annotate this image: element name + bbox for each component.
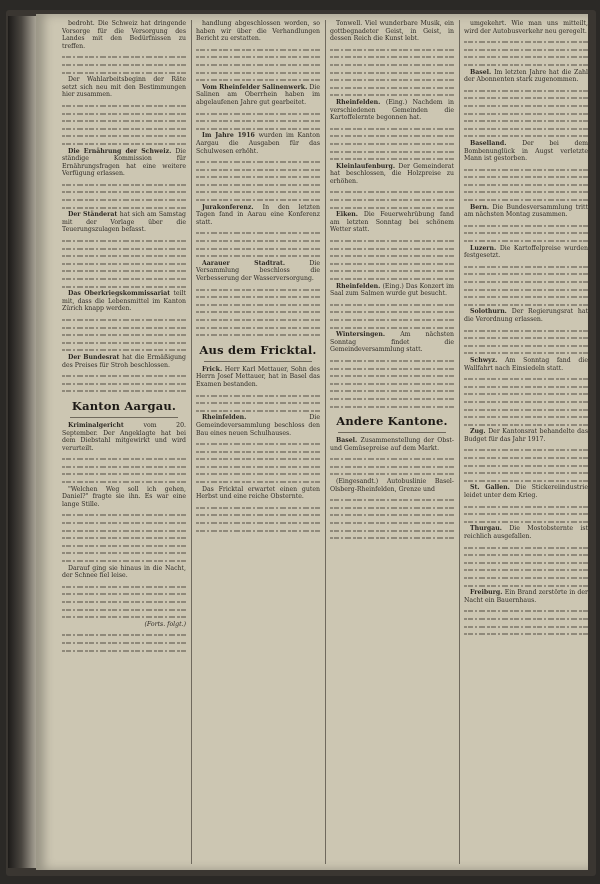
text-line xyxy=(330,365,454,373)
article-paragraph xyxy=(196,486,320,501)
article-text: Die Gemeindeversammlung beschloss den Bau eines neuen Schulhauses. xyxy=(196,414,320,437)
book-spine xyxy=(8,16,38,868)
text-line xyxy=(330,252,454,260)
article-text: Die Stickereiindustrie leidet unter dem Krieg. xyxy=(464,484,588,500)
article-text: (Eing.) Nachdem in verschiedenen Gemeinden die Kartoffelernte begonnen hat. xyxy=(330,98,454,122)
article-text: Die Feuerwehrübung fand am letzten Sonntag bei schönem Wetter statt. xyxy=(330,211,454,234)
article-paragraph xyxy=(62,290,186,313)
article-paragraph xyxy=(330,437,454,452)
article-lead: Vom Rheinfelder Salinenwerk. xyxy=(202,83,310,91)
article-lead: Basel. xyxy=(336,437,361,445)
article-lead: Das Oberkriegskommissariat xyxy=(68,290,174,298)
text-line xyxy=(196,53,320,61)
text-line xyxy=(464,293,588,301)
text-line xyxy=(196,504,320,512)
column-1 xyxy=(62,20,186,864)
article-paragraph xyxy=(330,211,454,234)
text-line xyxy=(330,372,454,380)
text-line xyxy=(62,102,186,110)
article-paragraph xyxy=(196,20,320,43)
article-paragraph xyxy=(196,260,320,283)
text-line xyxy=(330,387,454,395)
article-text: Der Gemeinderat hat beschlossen, die Holzpreise zu erhöhen. xyxy=(330,162,454,185)
text-line xyxy=(464,446,588,454)
text-line xyxy=(196,324,320,332)
text-line xyxy=(62,196,186,204)
article-text: Der Regierungsrat hat die Verordnung erlassen. xyxy=(464,308,588,323)
text-line xyxy=(196,46,320,54)
section-rule xyxy=(204,361,312,362)
article-paragraph xyxy=(196,132,320,155)
text-line xyxy=(196,455,320,463)
text-line xyxy=(196,448,320,456)
article-lead: Die Ernährung der Schweiz. xyxy=(68,147,176,155)
column-divider xyxy=(191,20,192,864)
article-text: Die Kartoffelpreise wurden festgesetzt. xyxy=(464,244,588,260)
text-line xyxy=(330,470,454,478)
article-lead: Schwyz. xyxy=(470,356,506,364)
text-line xyxy=(196,470,320,478)
text-line xyxy=(62,117,186,125)
text-line xyxy=(62,598,186,606)
article-lead: Solothurn. xyxy=(470,308,512,316)
text-line xyxy=(196,399,320,407)
article-lead: Zug. xyxy=(470,428,489,436)
text-line xyxy=(330,519,454,527)
text-line xyxy=(464,477,588,485)
article-text: bedroht. Die Schweiz hat dringende Vorsorge für die Versorgung des Landes mit den Bedürfnissen zu treffen. xyxy=(62,20,186,50)
text-line xyxy=(464,173,588,181)
article-lead: Thurgau. xyxy=(470,525,510,533)
article-lead: Eiken. xyxy=(336,211,364,219)
text-line xyxy=(196,308,320,316)
text-line xyxy=(62,583,186,591)
text-line xyxy=(464,46,588,54)
text-line xyxy=(464,110,588,118)
article-lead: Kriminalgericht xyxy=(68,421,144,429)
text-line xyxy=(196,181,320,189)
text-line xyxy=(464,544,588,552)
text-line xyxy=(330,237,454,245)
text-line xyxy=(196,196,320,204)
article-text: Am nächsten Sonntag findet die Gemeindeversammlung statt. xyxy=(330,331,454,354)
text-line xyxy=(464,607,588,615)
article-text: hat die Ermäßigung des Preises für Stroh beschlossen. xyxy=(62,353,186,369)
text-line xyxy=(62,527,186,535)
text-line xyxy=(62,53,186,61)
article-text: Im letzten Jahre hat die Zahl der Abonnenten stark zugenommen. xyxy=(464,68,588,84)
text-line xyxy=(62,283,186,291)
article-lead: Rheinfelden. xyxy=(336,98,386,106)
text-line xyxy=(196,76,320,84)
text-line xyxy=(464,53,588,61)
article-paragraph xyxy=(62,148,186,178)
text-line xyxy=(196,511,320,519)
text-line xyxy=(330,275,454,283)
text-line xyxy=(464,413,588,421)
text-line xyxy=(464,503,588,511)
text-line xyxy=(330,53,454,61)
text-line xyxy=(464,94,588,102)
text-line xyxy=(62,639,186,647)
article-paragraph xyxy=(464,140,588,163)
newspaper-page xyxy=(36,14,588,870)
article-lead: Der Bundesrat xyxy=(68,353,123,361)
article-text: Herr Karl Mettauer, Sohn des Herrn Josef Mettauer, hat in Basel das Examen bestanden. xyxy=(196,365,320,388)
article-lead: Wintersingen. xyxy=(336,331,401,339)
article-text: teilt mit, dass die Lebensmittel im Kanton Zürich knapp werden. xyxy=(62,290,186,313)
section-rule xyxy=(338,432,446,433)
article-paragraph xyxy=(62,486,186,509)
text-line xyxy=(62,519,186,527)
text-line xyxy=(330,504,454,512)
text-line xyxy=(330,463,454,471)
text-line xyxy=(330,148,454,156)
article-text: Die Versammlung beschloss die Verbesserung der Wasserversorgung. xyxy=(196,259,320,282)
article-text: Darauf ging sie hinaus in die Nacht, der Schnee fiel leise. xyxy=(62,564,186,580)
article-text: (Eing.) Das Konzert im Saal zum Salmen wurde gut besucht. xyxy=(330,282,454,298)
text-line xyxy=(196,158,320,166)
text-line xyxy=(330,380,454,388)
article-paragraph xyxy=(62,211,186,234)
text-line xyxy=(464,222,588,230)
text-line xyxy=(464,102,588,110)
text-line xyxy=(464,421,588,429)
text-line xyxy=(330,46,454,54)
text-line xyxy=(196,69,320,77)
text-line xyxy=(330,155,454,163)
text-line xyxy=(62,590,186,598)
text-line xyxy=(464,61,588,69)
text-line xyxy=(464,574,588,582)
text-line xyxy=(464,188,588,196)
article-paragraph xyxy=(464,428,588,443)
article-paragraph xyxy=(196,84,320,107)
article-text: Das Fricktal erwartet einen guten Herbst und eine reiche Obsternte. xyxy=(196,485,320,501)
article-text: (Eingesandt.) Autobuslinie Basel-Olsberg-Rheinfelden, Grenze und xyxy=(330,478,454,493)
text-line xyxy=(330,267,454,275)
text-line xyxy=(330,357,454,365)
text-line xyxy=(62,387,186,395)
text-line xyxy=(196,229,320,237)
text-line xyxy=(464,551,588,559)
article-paragraph xyxy=(330,99,454,122)
text-line xyxy=(62,613,186,621)
text-line xyxy=(196,237,320,245)
text-line xyxy=(62,542,186,550)
article-lead: Der Ständerat xyxy=(68,211,120,219)
article-signoff xyxy=(62,621,186,629)
article-text: Der bei dem Bombenunglück in Augst verletzte Mann ist gestorben. xyxy=(464,139,588,163)
text-line xyxy=(62,346,186,354)
article-paragraph xyxy=(62,565,186,580)
text-line xyxy=(464,630,588,638)
text-line xyxy=(196,407,320,415)
article-text: Die ständige Kommission für Ernährungsfragen hat eine weitere Verfügung erlassen. xyxy=(62,147,186,178)
text-line xyxy=(330,301,454,309)
article-paragraph xyxy=(330,283,454,298)
article-paragraph xyxy=(464,245,588,260)
article-paragraph xyxy=(330,163,454,186)
article-paragraph xyxy=(464,308,588,323)
text-line xyxy=(196,117,320,125)
text-line xyxy=(62,455,186,463)
article-text: wurden im Kanton Aargau die Ausgaben für das Schulwesen erhöht. xyxy=(196,132,320,155)
text-line xyxy=(196,125,320,133)
text-line xyxy=(196,166,320,174)
text-line xyxy=(464,181,588,189)
article-paragraph xyxy=(196,204,320,227)
text-line xyxy=(196,61,320,69)
text-line xyxy=(196,316,320,324)
text-line xyxy=(330,395,454,403)
column-divider xyxy=(459,20,460,864)
text-line xyxy=(464,462,588,470)
article-paragraph xyxy=(330,478,454,493)
article-lead: Im Jahre 1916 xyxy=(202,132,259,140)
article-lead: Rheinfelden. xyxy=(336,282,383,290)
text-line xyxy=(464,566,588,574)
article-paragraph xyxy=(464,357,588,372)
article-lead: Freiburg. xyxy=(470,589,505,597)
text-line xyxy=(330,245,454,253)
text-line xyxy=(330,527,454,535)
text-line xyxy=(464,237,588,245)
text-line xyxy=(196,478,320,486)
article-paragraph xyxy=(196,414,320,437)
section-heading: Aus dem Fricktal. xyxy=(199,342,317,357)
text-line xyxy=(196,331,320,339)
article-paragraph xyxy=(464,525,588,540)
article-lead: Rheinfelden. xyxy=(202,414,310,422)
text-line xyxy=(196,293,320,301)
text-line xyxy=(330,188,454,196)
section-heading: Andere Kantone. xyxy=(336,414,448,429)
column-2 xyxy=(196,20,320,864)
text-line xyxy=(196,527,320,535)
text-line xyxy=(62,463,186,471)
text-line xyxy=(62,557,186,565)
text-line xyxy=(464,510,588,518)
article-text: "Welchen Weg soll ich gehen, Daniel?" fragte sie ihn. Es war eine lange Stille. xyxy=(62,485,186,508)
text-line xyxy=(464,375,588,383)
article-text: Die Bundesversammlung tritt am nächsten Montag zusammen. xyxy=(464,203,588,219)
article-paragraph xyxy=(62,354,186,369)
text-line xyxy=(330,84,454,92)
article-lead: Kleinlaufenburg. xyxy=(336,162,399,170)
article-paragraph xyxy=(62,76,186,99)
text-line xyxy=(62,470,186,478)
text-line xyxy=(464,263,588,271)
article-text: hat sich am Samstag mit der Vorlage über die Teuerungszulagen befasst. xyxy=(62,211,186,234)
text-line xyxy=(464,398,588,406)
article-text: Der Wahlarbeitsbeginn der Räte setzt sich neu mit den Bestimmungen hier zusammen. xyxy=(62,76,186,99)
text-line xyxy=(196,110,320,118)
text-line xyxy=(464,117,588,125)
text-line xyxy=(464,229,588,237)
text-line xyxy=(330,204,454,212)
text-line xyxy=(62,61,186,69)
article-paragraph xyxy=(464,20,588,35)
text-line xyxy=(62,339,186,347)
text-line xyxy=(196,286,320,294)
article-paragraph xyxy=(330,331,454,354)
text-line xyxy=(464,125,588,133)
text-line xyxy=(464,349,588,357)
text-line xyxy=(196,252,320,260)
article-text: In den letzten Tagen fand in Aarau eine Konferenz statt. xyxy=(196,203,320,226)
text-line xyxy=(62,140,186,148)
column-3 xyxy=(330,20,454,864)
text-line xyxy=(196,519,320,527)
article-paragraph xyxy=(464,589,588,604)
text-line xyxy=(330,316,454,324)
text-line xyxy=(330,324,454,332)
text-line xyxy=(62,260,186,268)
text-line xyxy=(464,454,588,462)
text-line xyxy=(62,631,186,639)
text-line xyxy=(330,125,454,133)
article-text: umgekehrt. Wie man uns mitteilt, wird der Autobusverkehr neu geregelt. xyxy=(464,20,588,35)
text-line xyxy=(464,132,588,140)
article-text: Die Mostobsternte ist reichlich ausgefallen. xyxy=(464,525,588,540)
article-paragraph xyxy=(330,20,454,43)
article-lead: Frick. xyxy=(202,365,225,373)
article-text: Die Salinen am Oberrhein haben im abgelaufenen Jahre gut gearbeitet. xyxy=(196,83,320,106)
article-lead: Basel. xyxy=(470,68,495,76)
text-line xyxy=(62,331,186,339)
text-line xyxy=(464,623,588,631)
text-line xyxy=(464,390,588,398)
text-line xyxy=(62,110,186,118)
article-text: Ein Brand zerstörte in der Nacht ein Bauernhaus. xyxy=(464,589,588,604)
text-line xyxy=(196,301,320,309)
text-line xyxy=(196,392,320,400)
article-lead: Jurakonferenz. xyxy=(202,203,263,211)
text-line xyxy=(62,252,186,260)
text-line xyxy=(62,275,186,283)
text-line xyxy=(464,278,588,286)
text-line xyxy=(62,132,186,140)
text-line xyxy=(464,38,588,46)
text-line xyxy=(330,403,454,411)
text-line xyxy=(330,534,454,542)
text-line xyxy=(196,463,320,471)
text-line xyxy=(330,196,454,204)
text-line xyxy=(330,496,454,504)
text-line xyxy=(62,245,186,253)
column-divider xyxy=(325,20,326,864)
text-line xyxy=(330,61,454,69)
text-line xyxy=(62,69,186,77)
text-line xyxy=(464,286,588,294)
text-line xyxy=(62,549,186,557)
text-line xyxy=(62,372,186,380)
article-paragraph xyxy=(464,204,588,219)
text-line xyxy=(464,582,588,590)
article-paragraph xyxy=(62,422,186,452)
text-line xyxy=(330,260,454,268)
article-text: Am Sonntag fand die Wallfahrt nach Einsiedeln statt. xyxy=(464,356,588,372)
text-line xyxy=(464,166,588,174)
text-line xyxy=(464,406,588,414)
text-line xyxy=(464,270,588,278)
text-line xyxy=(464,196,588,204)
article-lead: Aarauer Stadtrat. xyxy=(202,259,310,267)
text-line xyxy=(196,245,320,253)
text-line xyxy=(62,478,186,486)
section-heading: Kanton Aargau. xyxy=(71,398,177,413)
article-lead: Luzern. xyxy=(470,244,500,252)
text-line xyxy=(464,334,588,342)
text-line xyxy=(464,342,588,350)
text-line xyxy=(330,455,454,463)
text-line xyxy=(62,237,186,245)
article-text: handlung abgeschlossen worden, so haben wir über die Verhandlungen Bericht zu erstatten. xyxy=(196,20,320,43)
text-line xyxy=(196,173,320,181)
text-line xyxy=(62,380,186,388)
text-line xyxy=(330,76,454,84)
article-lead: Baselland. xyxy=(470,139,523,147)
text-line xyxy=(330,140,454,148)
text-line xyxy=(62,324,186,332)
text-line xyxy=(196,188,320,196)
text-line xyxy=(62,606,186,614)
text-line xyxy=(62,188,186,196)
text-line xyxy=(464,87,588,95)
article-paragraph xyxy=(62,20,186,50)
article-text: Zusammenstellung der Obst- und Gemüsepreise auf dem Markt. xyxy=(330,437,454,452)
text-line xyxy=(464,559,588,567)
article-paragraph xyxy=(196,366,320,389)
text-line xyxy=(62,511,186,519)
text-line xyxy=(62,125,186,133)
article-text: Der Kantonsrat behandelte das Budget für das Jahr 1917. xyxy=(464,428,588,443)
article-paragraph xyxy=(464,69,588,84)
text-line xyxy=(62,316,186,324)
text-line xyxy=(464,615,588,623)
article-text: vom 20. September. Der Angeklagte hat bei dem Diebstahl mitgewirkt und wird verurteilt. xyxy=(62,421,186,452)
text-line xyxy=(464,518,588,526)
text-line xyxy=(330,308,454,316)
text-line xyxy=(330,511,454,519)
article-text: Tonwell. Viel wunderbare Musik, ein gottbegnadeter Geist, in Geist, in dessen Reich die Kunst lebt. xyxy=(330,20,454,43)
text-line xyxy=(62,267,186,275)
text-line xyxy=(464,469,588,477)
text-line xyxy=(62,647,186,655)
text-line xyxy=(464,327,588,335)
column-4 xyxy=(464,20,588,864)
article-lead: Bern. xyxy=(470,203,493,211)
text-line xyxy=(464,301,588,309)
article-text: (Forts. folgt.) xyxy=(144,620,186,628)
text-line xyxy=(464,383,588,391)
section-rule xyxy=(70,417,178,418)
text-line xyxy=(330,91,454,99)
text-line xyxy=(62,534,186,542)
text-line xyxy=(196,440,320,448)
text-line xyxy=(62,181,186,189)
text-line xyxy=(330,69,454,77)
article-lead: St. Gallen. xyxy=(470,484,516,492)
text-line xyxy=(330,132,454,140)
text-line xyxy=(62,204,186,212)
article-paragraph xyxy=(464,484,588,499)
